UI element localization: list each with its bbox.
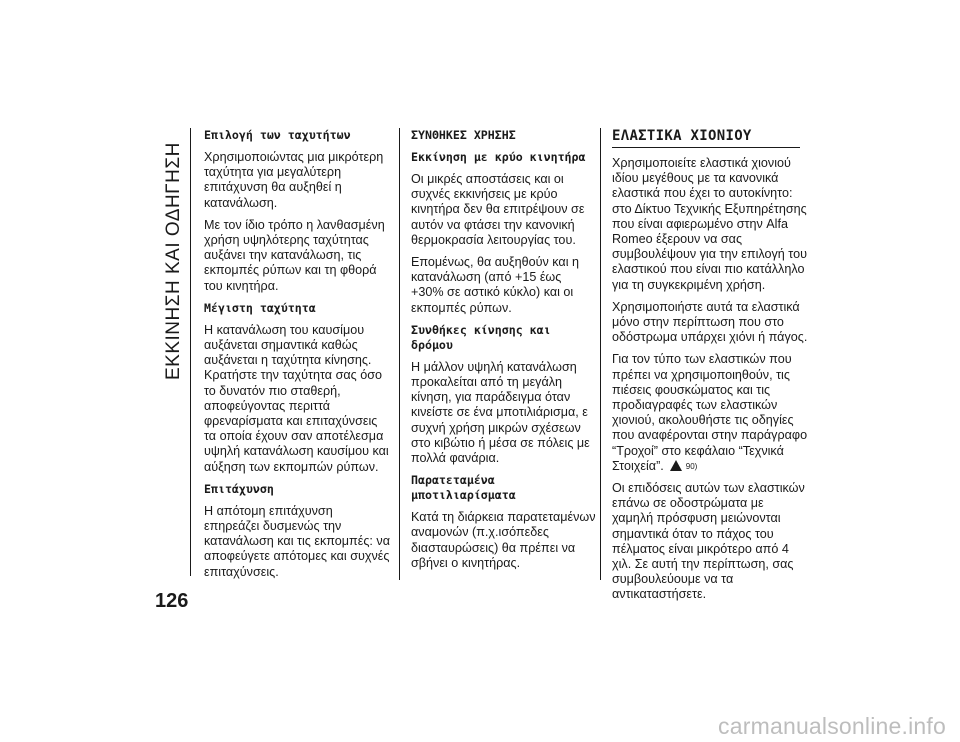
paragraph: Χρησιμοποιήστε αυτά τα ελαστικά μόνο στην περίπτωση που στο οδόστρωμα υπάρχει χιόνι ή πάγος.	[612, 299, 808, 345]
paragraph: Χρησιμοποιώντας μια μικρότερη ταχύτητα για μεγαλύτερη επιτάχυνση θα αυξηθεί η κατανάλωση.	[204, 150, 384, 210]
heading-cold-start: Εκκίνηση με κρύο κινητήρα	[411, 150, 586, 164]
heading-max-speed: Μέγιστη ταχύτητα	[204, 300, 316, 315]
paragraph: Η μάλλον υψηλή κατανάλωση προκαλείται από τη μεγάλη κίνηση, για παράδειγμα όταν κινείστε σε ένα μποτιλιάρισμα, ε συχνή χρήση μικρών σχέσεων στο κιβώτιο ή μέσα σε πόλεις με πολλά φανάρια.	[411, 359, 590, 466]
chapter-title-text: ΕΚΚΙΝΗΣΗ ΚΑΙ ΟΔΗΓΗΣΗ	[163, 142, 184, 380]
paragraph: Οι μικρές αποστάσεις και οι συχνές εκκινήσεις με κρύο κινητήρα δεν θα επιτρέψουν σε αυτόν να φτάσει την κανονική θερμοκρασία λειτουργίας του.	[411, 172, 585, 247]
paragraph-text: Για τον τύπο των ελαστικών που πρέπει να χρησιμοποιηθούν, τις πιέσεις φουσκώματος και τις προδιαγραφές των ελαστικών χιονιού, ακολουθήστε τις οδηγίες που αναφέρονται στην παράγραφο “Τροχοί” στο κεφάλαιο “Τεχνικά Στοιχεία”.	[612, 352, 808, 473]
heading-traffic-road: Συνθήκες κίνησης και δρόμου	[411, 322, 551, 352]
heading-traffic-jams: Παρατεταμένα μποτιλιαρίσματα	[411, 473, 516, 503]
page-number: 126	[155, 590, 189, 612]
warning-triangle-icon	[670, 460, 682, 471]
heading-acceleration: Επιτάχυνση	[204, 481, 274, 496]
paragraph: Κατά τη διάρκεια παρατεταμένων αναμονών (π.χ.ισόπεδες διασταυρώσεις) θα πρέπει να σβήνει ο κινητήρας.	[411, 510, 596, 570]
chapter-divider	[190, 128, 191, 576]
paragraph: Η απότομη επιτάχυνση επηρεάζει δυσμενώς την κατανάλωση και τις εκπομπές: να αποφεύγετε απότομες και συχνές επιταχύνσεις.	[204, 503, 390, 579]
paragraph: Με τον ίδιο τρόπο η λανθασμένη χρήση υψηλότερης ταχύτητας αυξάνει την κατανάλωση, τις εκπομπές ρύπων και τη φθορά του κινητήρα.	[204, 217, 385, 293]
section-title-snow-tires: ΕΛΑΣΤΙΚΑ ΧΙΟΝΙΟΥ	[612, 128, 800, 148]
watermark: carmanualsonline.info	[718, 713, 946, 739]
paragraph: Επομένως, θα αυξηθούν και η κατανάλωση (από +15 έως +30% σε αστικό κύκλο) και οι εκπομπές ρύπων.	[411, 255, 579, 315]
heading-usage-conditions: ΣΥΝΘΗΚΕΣ ΧΡΗΣΗΣ	[411, 128, 516, 142]
column-divider	[600, 128, 601, 580]
column-3	[612, 128, 808, 610]
chapter-side-title	[160, 130, 188, 380]
paragraph: Η κατανάλωση του καυσίμου αυξάνεται σημαντικά καθώς αυξάνεται η ταχύτητα κίνησης. Κρατήστε την ταχύτητα σας όσο το δυνατόν πιο σταθερή, αποφεύγοντας περιττά φρεναρίσματα και επιταχύνσεις τα οποία έχουν σαν αποτέλεσμα υψηλή κατανάλωση καυσίμου και αύξηση των εκπομπών ρύπων.	[204, 322, 389, 474]
heading-gear-selection: Επιλογή των ταχυτήτων	[204, 128, 351, 142]
column-divider	[399, 128, 400, 580]
paragraph: Χρησιμοποιείτε ελαστικά χιονιού ιδίου μεγέθους με τα κανονικά ελαστικά που έχει το αυτοκίνητο: στο Δίκτυο Τεχνικής Εξυπηρέτησης που είναι αφιερωμένο στην Alfa Romeo έξερουν να σας συμβουλέψουν για την επιλογή του ελαστικού που είναι πιο κατάλληλο για τη συγκεκριμένη χρήση.	[612, 156, 807, 292]
column-2	[411, 128, 597, 578]
paragraph: Οι επιδόσεις αυτών των ελαστικών επάνω σε οδοστρώματα με χαμηλή πρόσφυση μειώνονται σημαντικά όταν το πάχος του πέλματος είναι μικρότερο από 4 χιλ. Σε αυτή την περίπτωση, σας συμβουλεύουμε να τα αντικαταστήσετε.	[612, 481, 805, 602]
paragraph-with-warning	[612, 352, 808, 474]
warning-reference: 90)	[685, 461, 698, 471]
column-1	[204, 128, 390, 587]
